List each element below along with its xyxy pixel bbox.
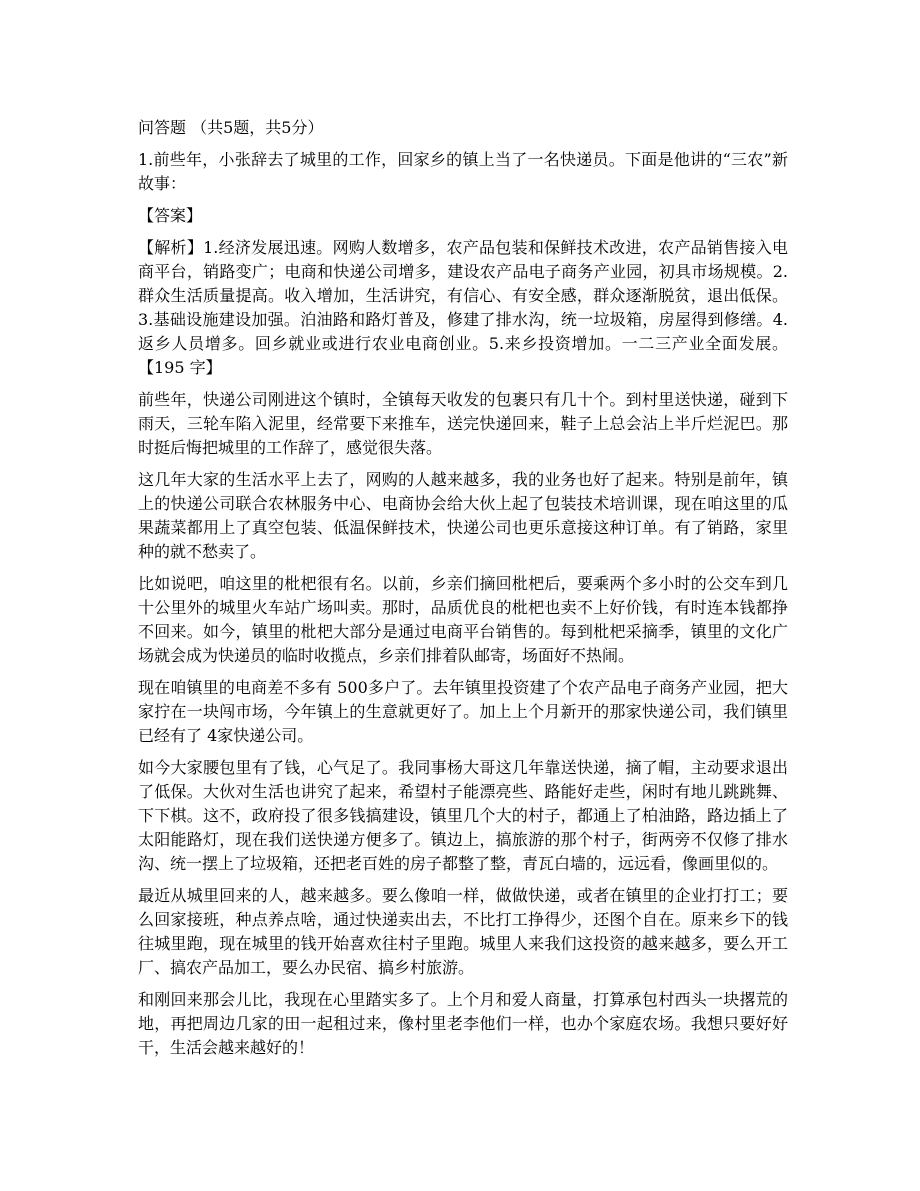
question-text: 1.前些年，小张辞去了城里的工作，回家乡的镇上当了一名快递员。下面是他讲的“三农”新故事： xyxy=(138,150,788,193)
section-title: 问答题 （共5题，共5分） xyxy=(138,118,324,137)
story-paragraph: 和刚回来那会儿比，我现在心里踏实多了。上个月和爱人商量，打算承包村西头一块撂荒的地，再把周边几家的田一起租过来，像村里老李他们一样，也办个家庭农场。我想只要好好干，生活会越来越好的！ xyxy=(138,990,788,1057)
story-paragraph: 前些年，快递公司刚进这个镇时，全镇每天收发的包裹只有几十个。到村里送快递，碰到下雨天，三轮车陷入泥里，经常要下来推车，送完快递回来，鞋子上总会沾上半斤烂泥巴。那时挺后悔把城里的工作辞了，感觉很失落。 xyxy=(138,390,788,457)
story-paragraph: 比如说吧，咱这里的枇杷很有名。以前，乡亲们摘回枇杷后，要乘两个多小时的公交车到几十公里外的城里火车站广场叫卖。那时，品质优良的枇杷也卖不上好价钱，有时连本钱都挣不回来。如今，镇里的枇杷大部分是通过电商平台销售的。每到枇杷采摘季，镇里的文化广场就会成为快递员的临时收揽点，乡亲们排着队邮寄，场面好不热闹。 xyxy=(138,574,788,665)
answer-label: 【答案】 xyxy=(138,206,203,225)
story-paragraph: 现在咱镇里的电商差不多有 500多户了。去年镇里投资建了个农产品电子商务产业园，把大家拧在一块闯市场，今年镇上的生意就更好了。加上上个月新开的那家快递公司，我们镇里已经有了 4家快递公司。 xyxy=(138,678,788,745)
story-paragraph: 如今大家腰包里有了钱，心气足了。我同事杨大哥这几年靠送快递，摘了帽，主动要求退出了低保。大伙对生活也讲究了起来，希望村子能漂亮些、路能好走些，闲时有地儿跳跳舞、下下棋。这不，政府投了很多钱搞建设，镇里几个大的村子，都通上了柏油路，路边插上了太阳能路灯，现在我们送快递方便多了。镇边上，搞旅游的那个村子，街两旁不仅修了排水沟、统一摆上了垃圾箱，还把老百姓的房子都整了整，青瓦白墙的，远远看，像画里似的。 xyxy=(138,758,788,873)
story-paragraph: 最近从城里回来的人，越来越多。要么像咱一样，做做快递，或者在镇里的企业打打工；要么回家接班，种点养点啥，通过快递卖出去，不比打工挣得少，还图个自在。原来乡下的钱往城里跑，现在城里的钱开始喜欢往村子里跑。城里人来我们这投资的越来越多，要么开工厂、搞农产品加工，要么办民宿、搞乡村旅游。 xyxy=(138,886,788,977)
analysis-text: 【解析】1.经济发展迅速。网购人数增多，农产品包装和保鲜技术改进，农产品销售接入电商平台，销路变广；电商和快递公司增多，建设农产品电子商务产业园，初具市场规模。2.群众生活质量提高。收入增加，生活讲究，有信心、有安全感，群众逐渐脱贫，退出低保。3.基础设施建设加强。泊油路和路灯普及，修建了排水沟，统一垃圾箱，房屋得到修缮。4.返乡人员增多。回乡就业或进行农业电商创业。5.来乡投资增加。一二三产业全面发展。【195 字】 xyxy=(138,238,788,377)
document-page xyxy=(138,116,788,1068)
story-paragraph: 这几年大家的生活水平上去了，网购的人越来越多，我的业务也好了起来。特别是前年，镇上的快递公司联合农林服务中心、电商协会给大伙上起了包装技术培训课，现在咱这里的瓜果蔬菜都用上了真空包装、低温保鲜技术，快递公司也更乐意接这种订单。有了销路，家里种的就不愁卖了。 xyxy=(138,470,788,561)
